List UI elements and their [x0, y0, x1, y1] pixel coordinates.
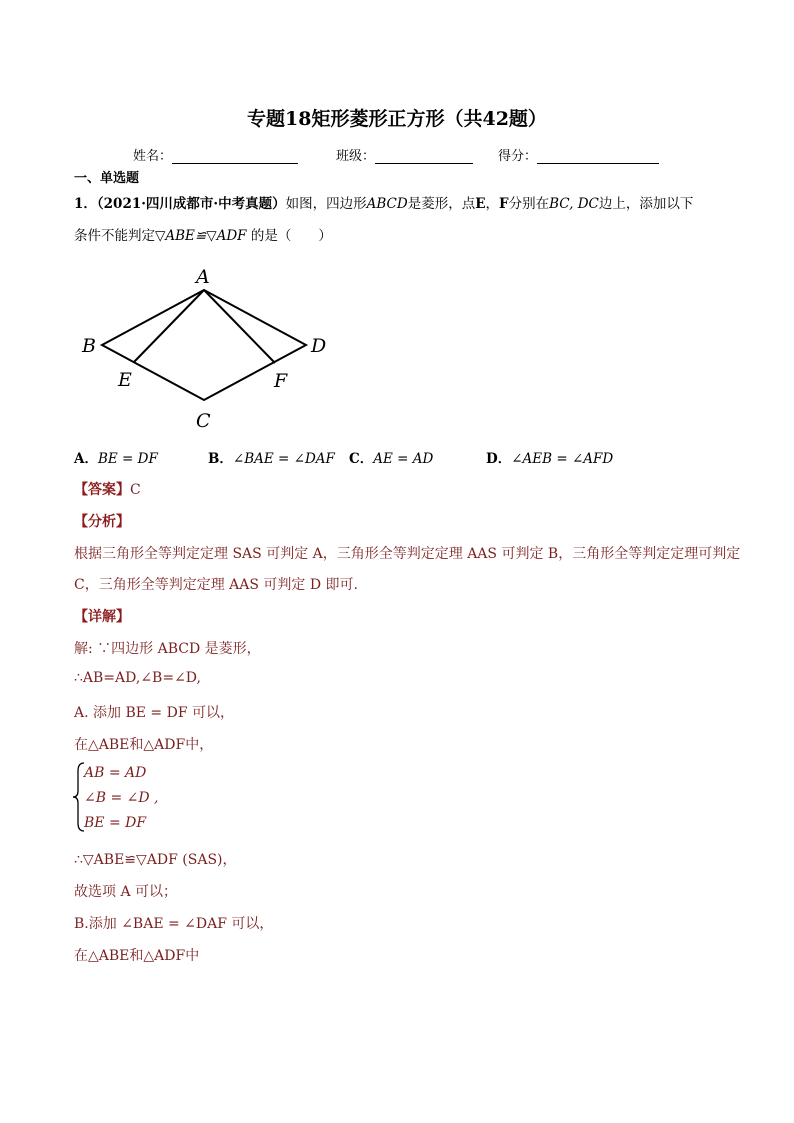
label-d: D: [311, 335, 327, 357]
detail-line: 在△ABE和△ADF中: [74, 948, 200, 964]
score-label: 得分：: [498, 149, 538, 164]
question-source: （2021·四川成都市·中考真题）: [96, 196, 286, 212]
detail-heading: [74, 606, 130, 626]
answer-line: [74, 479, 141, 499]
class-label: 班级：: [336, 149, 376, 164]
score-field: [498, 145, 659, 164]
detail-line: A. 添加 BE = DF 可以，: [74, 705, 234, 721]
option-a-value: BE = DF: [97, 451, 158, 467]
point-f: F: [499, 196, 509, 212]
segment-ae: [134, 290, 204, 362]
option-b-key: B．: [208, 451, 233, 467]
label-f: F: [274, 370, 288, 392]
detail-tag: 【详解】: [74, 609, 130, 625]
answer-value: C: [130, 482, 141, 498]
question-text: 分别在: [508, 196, 550, 212]
analysis-heading: [74, 511, 130, 531]
analysis-line-2: C，三角形全等判定定理 AAS 可判定 D 即可.: [74, 577, 358, 593]
question-line-1: [74, 192, 693, 212]
name-label: 姓名：: [133, 149, 173, 164]
option-c: [349, 447, 433, 467]
question-text: 是菱形，点: [407, 196, 476, 212]
option-d-key: D．: [486, 451, 512, 467]
label-b: B: [82, 335, 96, 357]
class-field: [336, 145, 473, 164]
segment-af: [204, 290, 275, 363]
point-e: E: [475, 196, 486, 212]
score-blank: [537, 149, 659, 164]
section-heading: 一、单选题: [74, 171, 140, 186]
detail-line: 故选项 A 可以；: [74, 884, 178, 900]
label-a: A: [196, 266, 210, 288]
rhombus-figure: [80, 263, 340, 438]
detail-line: ∴AB=AD,∠B=∠D,: [74, 670, 201, 686]
option-c-key: C．: [349, 451, 374, 467]
option-a: [74, 447, 158, 467]
label-e: E: [118, 369, 132, 391]
math-abcd: ABCD: [366, 196, 408, 212]
system-eq-1: AB = AD: [84, 765, 147, 781]
class-blank: [375, 149, 473, 164]
analysis-line-1: 根据三角形全等判定定理 SAS 可判定 A，三角形全等判定定理 AAS 可判定 B，三角形全等判定定理可判定: [74, 546, 741, 562]
math-bc-dc: BC, DC: [549, 196, 599, 212]
option-c-value: AE = AD: [373, 451, 434, 467]
question-number: 1．: [74, 196, 97, 212]
name-blank: [172, 149, 298, 164]
detail-line: ∴▽ABE≌▽ADF (SAS)，: [74, 852, 237, 868]
answer-tag: 【答案】: [74, 482, 130, 498]
question-text: 边上，添加以下: [598, 196, 694, 212]
system-eq-3: BE = DF: [84, 815, 147, 831]
option-b-value: ∠BAE = ∠DAF: [232, 451, 335, 467]
question-text: 如图，四边形: [285, 196, 367, 212]
option-a-key: A．: [74, 451, 98, 467]
question-line-2: [74, 224, 332, 244]
detail-line: 解: ∵四边形 ABCD 是菱形，: [74, 641, 261, 657]
label-c: C: [196, 410, 211, 432]
name-field: [133, 145, 298, 164]
analysis-tag: 【分析】: [74, 514, 130, 530]
math-congruence: ▽ABE≌▽ADF: [155, 228, 247, 244]
system-eq-2: ∠B = ∠D ,: [84, 790, 159, 806]
detail-line: 在△ABE和△ADF中，: [74, 737, 214, 753]
question-text: ，: [485, 196, 500, 212]
option-d: [486, 447, 613, 467]
page-title: 专题18矩形菱形正方形（共42题）: [247, 108, 547, 130]
option-d-value: ∠AEB = ∠AFD: [511, 451, 614, 467]
option-b: [208, 447, 335, 467]
detail-line: B.添加 ∠BAE = ∠DAF 可以，: [74, 916, 274, 932]
question-text: 条件不能判定: [74, 228, 155, 244]
question-text: 的是（ ）: [246, 228, 332, 244]
